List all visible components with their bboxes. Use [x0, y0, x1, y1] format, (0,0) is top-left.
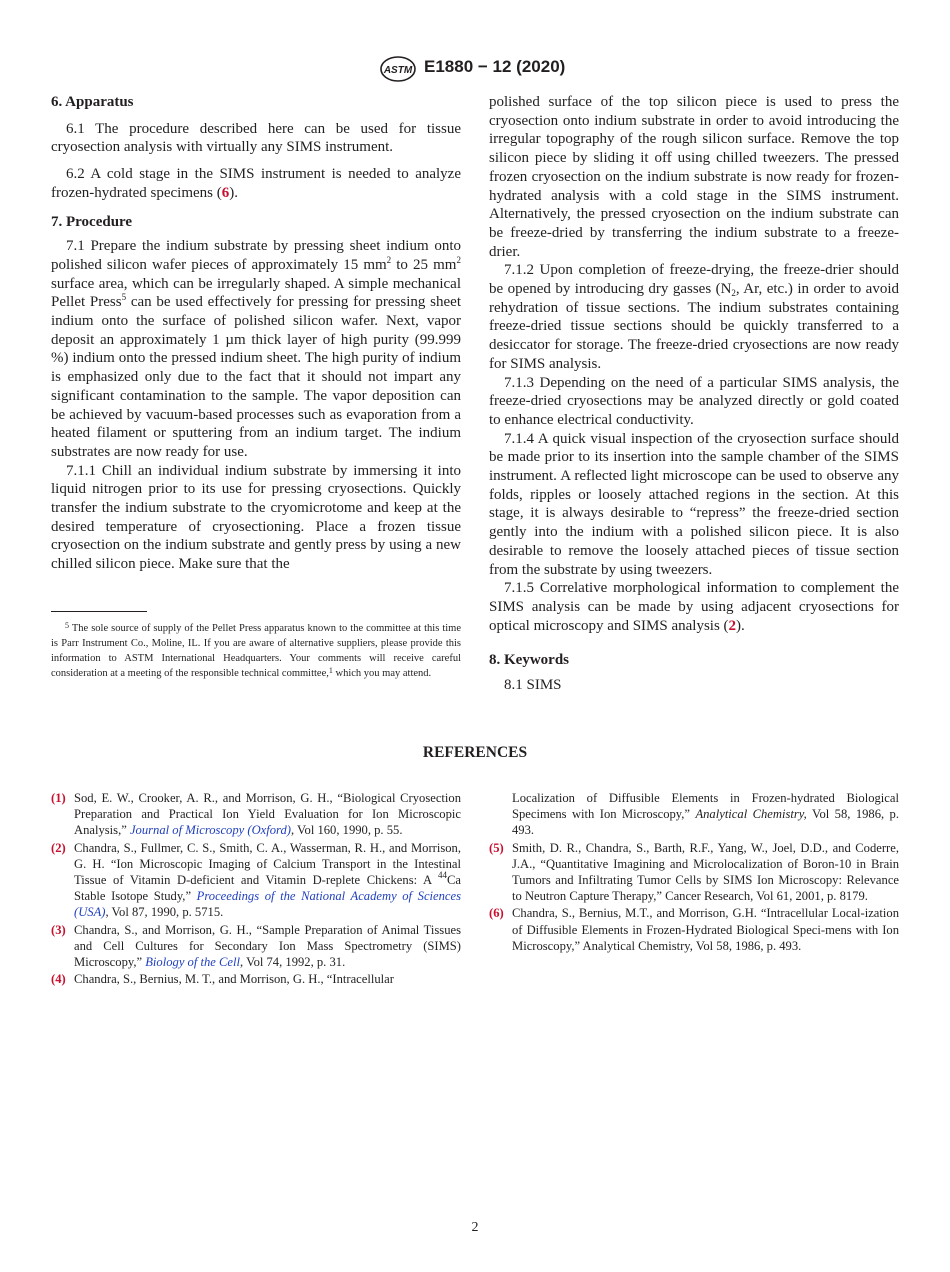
reference-item-4-continued: Localization of Diffusible Elements in Frozen-hydrated Biological Specimens with Ion Microscopy,” Analytical Chemistry, Vol 58, 1986, p. 493. [512, 791, 899, 838]
journal-link[interactable]: Biology of the Cell [145, 955, 241, 970]
reference-item-6: (6) Chandra, S., Bernius, M.T., and Morrison, G.H. “Intracellular Local-ization of Diffusible Elements in Frozen-Hydrated Biological Speci-mens with Ion Microscopy,” Analytical Chemistry, Vol 58, 1986, p. 493. [489, 906, 899, 953]
page-number: 2 [471, 1220, 479, 1235]
astm-logo-icon [380, 56, 416, 82]
paragraph-6-1: 6.1 The procedure described here can be used for tissue cryosection analysis with virtually any SIMS instrument. [51, 120, 461, 156]
reference-number: (2) [51, 840, 66, 855]
reference-item-2: (2) Chandra, S., Fullmer, C. S., Smith, C. A., Wasserman, R. H., and Morrison, G. H. “Ion Microscopic Imaging of Calcium Transport in the Intestinal Tissue of Vitamin D-deficient and Vitamin D-replete Chickens: A $^{44}$Ca Stable Isotope Study,” Proceedings of the National Academy of Sciences (USA), Vol 87, 1990, p. 5715. [51, 840, 461, 920]
references-right-column [489, 790, 899, 955]
section-7-title: 7. Procedure [51, 213, 133, 230]
reference-number: (5) [489, 840, 504, 855]
footnote-marker-5[interactable]: 5 [121, 292, 127, 303]
paragraph-7-1-3: 7.1.3 Depending on the need of a particular SIMS analysis, the freeze-dried cryosections may be analyzed directly or gold coated to enhance electrical conductivity. [489, 374, 899, 428]
paragraph-7-1: 7.1 Prepare the indium substrate by pressing sheet indium onto polished silicon wafer pieces of approximately 15 $mm^2$ to 25 $mm^2$ surface area, which can be irregularly shaped. A simple mechanical Pellet Press$^5$ can be used effectively for pressing for pressing sheet indium onto the surface of polished silicon wafer. Next, vapor deposit an approximately 1 µm thick layer of high purity (99.999 %) indium onto the pressed indium sheet. The high purity of indium is emphasized only due to the fact that it should not impart any significant contamination to the sample. The vapor deposition can be achieved by vacuum-based processes such as evaporation from a heated filament or sputtering from an indium target. The indium substrates are now ready for use. [51, 238, 461, 460]
section-8-title: 8. Keywords [489, 652, 569, 669]
paragraph-7-1-1: 7.1.1 Chill an individual indium substrate by immersing it into liquid nitrogen prior to its use for pressing cryosections. Quickly transfer the indium substrate to the cryomicrotome and keep at the desired temperature of cryosectioning. Place a frozen tissue cryosection on the indium substrate and gently press by using a new chilled silicon piece. Make sure that the [51, 462, 461, 573]
reference-item-3: (3) Chandra, S., and Morrison, G. H., “Sample Preparation of Animal Tissues and Cell Cultures for Secondary Ion Mass Spectrometry (SIMS) Microscopy,” Biology of the Cell, Vol 74, 1992, p. 31. [51, 922, 461, 970]
journal-link[interactable]: Proceedings of the National Academy of Sciences (USA) [74, 889, 461, 920]
section-6-title: 6. Apparatus [51, 94, 134, 110]
reference-item-5: (5) Smith, D. R., Chandra, S., Barth, R.F., Yang, W., Joel, D.D., and Coderre, J.A., “Quantitative Imagining and Microlocalization of Boron-10 in Brain Tumors and Infiltrating Tumor Cells by SIMS Ion Microscopy: Relevance to Neutron Capture Therapy,” Cancer Research, Vol 61, 2001, p. 8179. [489, 840, 899, 904]
paragraph-7-1-1-continued: polished surface of the top silicon piece is used to press the cryosection onto indium substrate in order to avoid introducing the irregular topography of the rough silicon surface. Remove the top silicon piece by sliding it off using chilled tweezers. The pressed frozen cryosection on the indium substrate is now ready for frozen-hydrated analysis with a cold stage in the SIMS instrument. Alternatively, the pressed cryosection on the indium substrate can be freeze-dried by transferring the indium substrate to a freeze-drier. [489, 94, 899, 260]
paragraph-7-1-4: 7.1.4 A quick visual inspection of the cryosection surface should be made prior to its insertion into the sample chamber of the SIMS instrument. A reflected light microscope can be used to observe any folds, ripples or loosely attached regions in the section. At this stage, it is always desirable to “repress” the freeze-dried section gently into the indium with a polished silicon piece. It is also desirable to remove the loosely attached pieces of tissue section from the substrate by using tweezers. [489, 430, 899, 578]
paragraph-7-1-5: 7.1.5 Correlative morphological information to complement the SIMS analysis can be made by using adjacent cryosections for optical microscopy and SIMS analysis (2). [489, 580, 899, 634]
journal-link[interactable]: Journal of Microscopy (Oxford) [129, 823, 291, 838]
footnote-5: $^5$ The sole source of supply of the Pellet Press apparatus known to the committee at this time is Parr Instrument Co., Moline, IL. If you are aware of alternative suppliers, please provide this information to ASTM International Headquarters. Your comments will receive careful consideration at a meeting of the responsible technical committee,$^1$ which you may attend. [51, 621, 461, 679]
right-column [489, 93, 899, 695]
reference-number: (3) [51, 922, 66, 937]
reference-number: (1) [51, 791, 66, 805]
document-designation: E1880 − 12 (2020) [424, 57, 566, 76]
reference-item-4: (4) Chandra, S., Bernius, M. T., and Morrison, G. H., “Intracellular [51, 972, 394, 987]
left-column [51, 93, 461, 574]
reference-link-6[interactable]: 6 [221, 184, 230, 201]
paragraph-8-1: 8.1 SIMS [504, 677, 562, 694]
references-left-column [51, 790, 461, 988]
reference-link-2[interactable]: 2 [728, 617, 737, 634]
paragraph-6-2: 6.2 A cold stage in the SIMS instrument is needed to analyze frozen-hydrated specimens (6). [51, 166, 461, 201]
reference-number: (6) [489, 906, 504, 921]
references-title: REFERENCES [422, 744, 528, 761]
page-header [0, 56, 950, 84]
svg-text:ASTM: ASTM [383, 65, 413, 76]
footnote-divider [51, 611, 147, 612]
reference-item-1: (1) Sod, E. W., Crooker, A. R., and Morrison, G. H., “Biological Cryosection Preparation and Practical Ion Yield Evaluation for Ion Microscopic Analysis,” Journal of Microscopy (Oxford), Vol 160, 1990, p. 55. [51, 791, 461, 838]
paragraph-7-1-2: 7.1.2 Upon completion of freeze-drying, the freeze-drier should be opened by introducing dry gasses ($N_2$, Ar, etc.) in order to avoid rehydration of tissue sections. The indium substrates containing freeze-dried tissue sections should be quickly transferred to a desiccator for storage. The freeze-dried cryosections are now ready for SIMS analysis. [489, 262, 899, 372]
reference-number: (4) [51, 972, 66, 987]
